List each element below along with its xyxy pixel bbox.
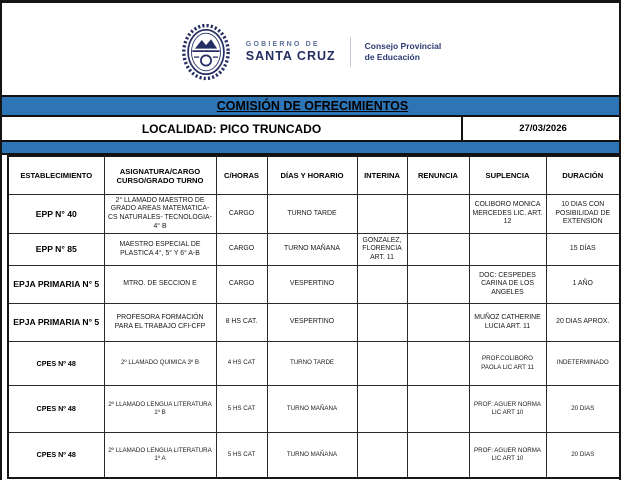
table-row xyxy=(8,433,620,478)
col-header-asignatura: ASIGNATURA/CARGO CURSO/GRADO TURNO xyxy=(104,156,216,195)
gobierno-wordmark xyxy=(246,41,336,63)
col-header-duracion: DURACIÓN xyxy=(546,156,620,195)
date-cell xyxy=(463,117,621,140)
cell-duracion: 20 DIAS xyxy=(546,386,620,433)
cell-choras: CARGO xyxy=(216,195,267,234)
cell-choras: CARGO xyxy=(216,266,267,304)
cell-suplencia: DOC: CESPEDES CARINA DE LOS ANGELES xyxy=(469,266,546,304)
cell-interina xyxy=(357,266,407,304)
cell-interina xyxy=(357,195,407,234)
cell-suplencia: PROF.COLIBORO PAOLA LIC ART 11 xyxy=(469,342,546,386)
offers-table xyxy=(7,155,621,479)
locality-bar xyxy=(2,117,621,142)
cell-interina xyxy=(357,304,407,342)
cell-choras: CARGO xyxy=(216,234,267,266)
cell-dias-horario: TURNO MAÑANA xyxy=(267,386,357,433)
col-header-establecimiento: ESTABLECIMIENTO xyxy=(8,156,104,195)
cell-dias-horario: TURNO MAÑANA xyxy=(267,433,357,478)
col-header-renuncia: RENUNCIA xyxy=(407,156,469,195)
cell-renuncia xyxy=(407,386,469,433)
cell-renuncia xyxy=(407,433,469,478)
cell-asignatura: 2° LLAMADO MAESTRO DE GRADO AREAS MATEMATICA-CS NATURALES- TECNOLOGIA-4° B xyxy=(104,195,216,234)
cell-renuncia xyxy=(407,234,469,266)
col-header-suplencia: SUPLENCIA xyxy=(469,156,546,195)
cell-choras: 5 HS CAT xyxy=(216,386,267,433)
cell-asignatura: 2º LLAMADO LENGUA LITERATURA 1º A xyxy=(104,433,216,478)
consejo-line1: Consejo Provincial xyxy=(364,40,442,51)
santa-cruz-crest-icon xyxy=(180,23,232,81)
date-value: 27/03/2026 xyxy=(519,123,567,134)
cell-establecimiento: EPP N° 40 xyxy=(8,195,104,234)
cell-duracion: 15 DÍAS xyxy=(546,234,620,266)
cell-renuncia xyxy=(407,266,469,304)
cell-suplencia xyxy=(469,234,546,266)
cell-suplencia: PROF: AGUER NORMA LIC ART 10 xyxy=(469,386,546,433)
cell-establecimiento: EPJA PRIMARIA N° 5 xyxy=(8,266,104,304)
cell-establecimiento: EPP N° 85 xyxy=(8,234,104,266)
cell-establecimiento: CPES Nº 48 xyxy=(8,386,104,433)
table-header-row xyxy=(8,156,620,195)
cell-interina xyxy=(357,342,407,386)
cell-duracion: 10 DIAS CON POSIBILIDAD DE EXTENSION xyxy=(546,195,620,234)
consejo-label xyxy=(365,41,442,64)
brand-header xyxy=(2,11,619,93)
table-row xyxy=(8,386,620,433)
cell-suplencia: MUÑOZ CATHERINE LUCIA ART. 11 xyxy=(469,304,546,342)
cell-choras: 8 HS CAT. xyxy=(216,304,267,342)
cell-renuncia xyxy=(407,304,469,342)
table-row xyxy=(8,342,620,386)
locality-label: LOCALIDAD: PICO TRUNCADO xyxy=(141,121,322,136)
table-row xyxy=(8,234,620,266)
locality-cell xyxy=(2,117,463,140)
cell-dias-horario: TURNO TARDE xyxy=(267,195,357,234)
title-bar xyxy=(2,95,621,117)
cell-dias-horario: VESPERTINO xyxy=(267,304,357,342)
consejo-line2: de Educación xyxy=(364,52,420,62)
cell-asignatura: MAESTRO ESPECIAL DE PLASTICA 4°, 5° Y 6° A-B xyxy=(104,234,216,266)
cell-interina xyxy=(357,433,407,478)
brand-divider xyxy=(350,37,351,67)
cell-dias-horario: TURNO MAÑANA xyxy=(267,234,357,266)
cell-dias-horario: TURNO TARDE xyxy=(267,342,357,386)
blue-separator-bar xyxy=(2,142,621,155)
cell-choras: 5 HS CAT xyxy=(216,433,267,478)
table-row xyxy=(8,304,620,342)
cell-duracion: 20 DIAS xyxy=(546,433,620,478)
col-header-choras: C/HORAS xyxy=(216,156,267,195)
col-header-dias-horario: DÍAS Y HORARIO xyxy=(267,156,357,195)
table-row xyxy=(8,266,620,304)
cell-establecimiento: CPES Nº 48 xyxy=(8,342,104,386)
cell-suplencia: PROF: AGUER NORMA LIC ART 10 xyxy=(469,433,546,478)
cell-duracion: 1 AÑO xyxy=(546,266,620,304)
cell-renuncia xyxy=(407,195,469,234)
col-header-interina: INTERINA xyxy=(357,156,407,195)
cell-suplencia: COLIBORO MONICA MERCEDES LIC. ART. 12 xyxy=(469,195,546,234)
cell-dias-horario: VESPERTINO xyxy=(267,266,357,304)
cell-interina xyxy=(357,386,407,433)
cell-asignatura: PROFESORA FORMACIÓN PARA EL TRABAJO CFI-CFP xyxy=(104,304,216,342)
cell-establecimiento: EPJA PRIMARIA N° 5 xyxy=(8,304,104,342)
santa-cruz-label: SANTA CRUZ xyxy=(245,49,336,63)
cell-asignatura: 2º LLAMADO LENGUA LITERATURA 1º B xyxy=(104,386,216,433)
cell-duracion: INDETERMINADO xyxy=(546,342,620,386)
cell-choras: 4 HS CAT xyxy=(216,342,267,386)
cell-asignatura: 2º LLAMADO QUIMICA 3º B xyxy=(104,342,216,386)
page-title: COMISIÓN DE OFRECIMIENTOS xyxy=(216,99,409,113)
cell-duracion: 20 DIAS APROX. xyxy=(546,304,620,342)
table-row xyxy=(8,195,620,234)
gobierno-de-label: GOBIERNO DE xyxy=(245,41,320,48)
cell-asignatura: MTRO. DE SECCION E xyxy=(104,266,216,304)
cell-establecimiento: CPES Nº 48 xyxy=(8,433,104,478)
cell-interina: GONZALEZ, FLORENCIA ART. 11 xyxy=(357,234,407,266)
cell-renuncia xyxy=(407,342,469,386)
